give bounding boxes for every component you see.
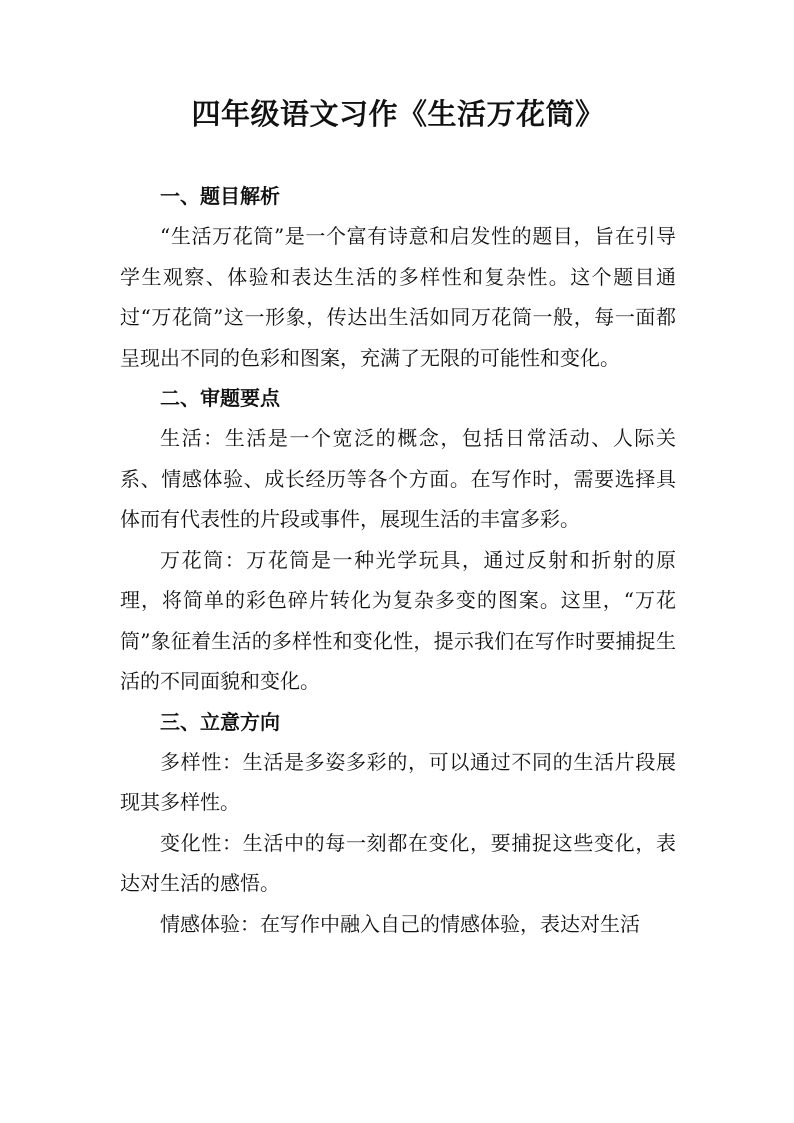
- paragraph: “生活万花筒”是一个富有诗意和启发性的题目，旨在引导学生观察、体验和表达生活的多样性和复杂性。这个题目通过“万花筒”这一形象，传达出生活如同万花筒一般，每一面都呈现出不同的色彩和图案，充满了无限的可能性和变化。: [120, 224, 676, 370]
- section-theme-directions: [120, 702, 676, 945]
- document-content: [120, 94, 676, 944]
- paragraph: 生活：生活是一个宽泛的概念，包括日常活动、人际关系、情感体验、成长经历等各个方面。在写作时，需要选择具体而有代表性的片段或事件，展现生活的丰富多彩。: [120, 426, 676, 531]
- paragraph: 变化性：生活中的每一刻都在变化，要捕捉这些变化，表达对生活的感悟。: [120, 830, 676, 895]
- paragraph: 情感体验：在写作中融入自己的情感体验，表达对生活: [160, 911, 640, 936]
- section-topic-analysis: [120, 176, 676, 378]
- section-heading: 一、题目解析: [160, 184, 280, 208]
- section-heading: 三、立意方向: [160, 709, 280, 734]
- document-title: 四年级语文习作《生活万花筒》: [191, 97, 605, 131]
- section-heading: 二、审题要点: [160, 386, 280, 410]
- section-key-points: [120, 378, 676, 702]
- paragraph: 万花筒：万花筒是一种光学玩具，通过反射和折射的原理，将简单的彩色碎片转化为复杂多变的图案。这里，“万花筒”象征着生活的多样性和变化性，提示我们在写作时要捕捉生活的不同面貌和变化。: [120, 547, 676, 693]
- paragraph: 多样性：生活是多姿多彩的，可以通过不同的生活片段展现其多样性。: [120, 749, 676, 814]
